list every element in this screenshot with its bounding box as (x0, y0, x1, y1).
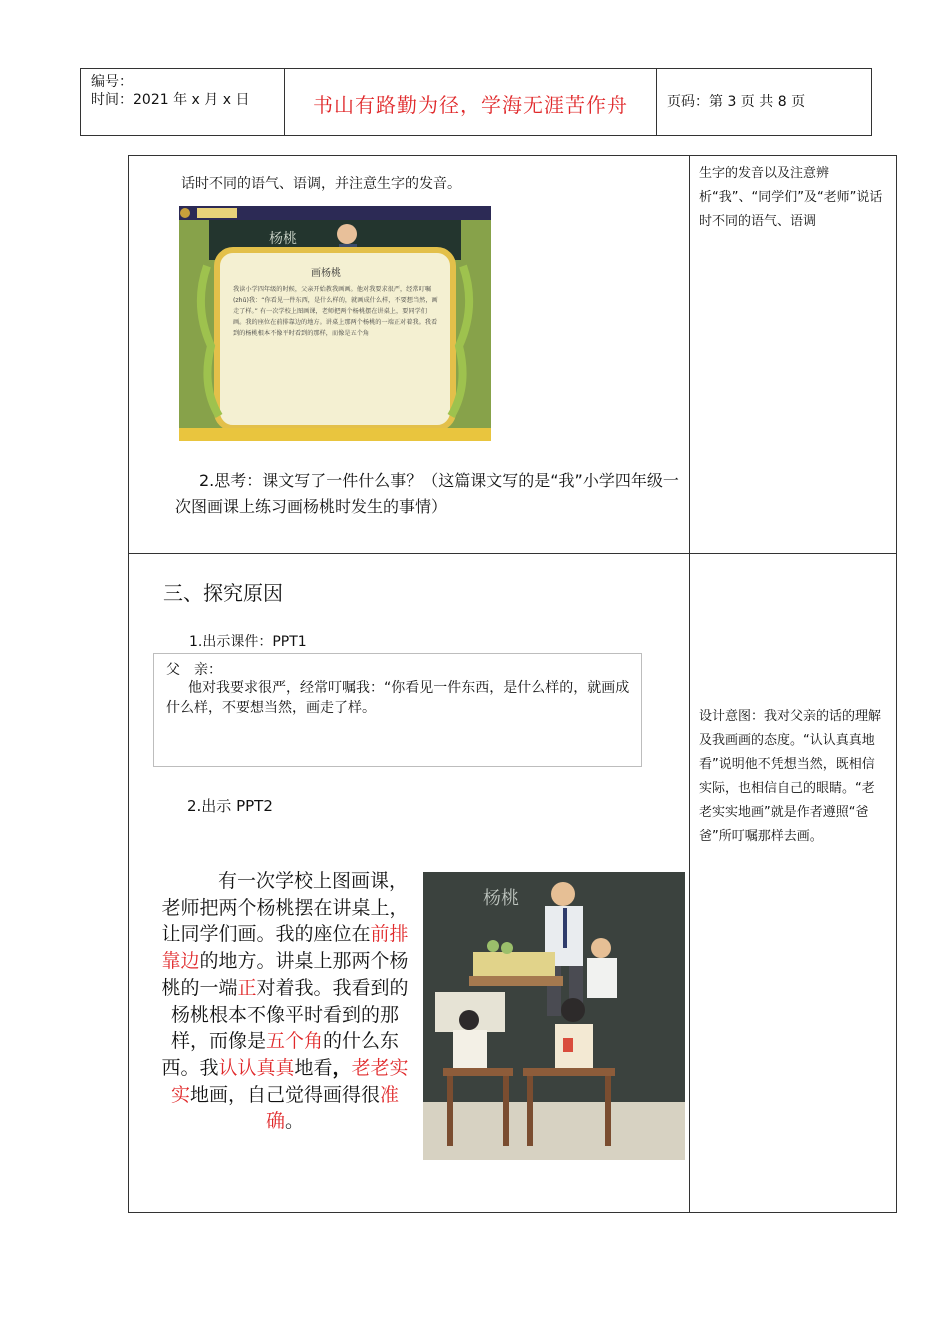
number-label: 编号： (91, 74, 133, 90)
lesson-table (128, 155, 897, 1213)
column-divider (689, 156, 690, 1212)
step2: 2.出示 PPT2 (187, 797, 273, 815)
page-info: 页码：第 3 页 共 8 页 (667, 94, 806, 110)
story-highlight-2: 正 (237, 976, 257, 999)
story-text-4: 的什么东西。我 (161, 1030, 400, 1079)
section-title: 三、探究原因 (163, 581, 283, 605)
story-comma: ， (332, 1056, 352, 1079)
story-text-7: 。 (285, 1110, 305, 1133)
textbook-slide-image (179, 206, 491, 441)
header-table (80, 68, 872, 136)
slide-body-text: 我读小学四年级的时候，父亲开始教我画画。他对我要求很严，经常叮嘱(zhǔ)我：“你看见一件东西，是什么样的，就画成什么样，不要想当然，画走了样。” 有一次学校上图画课，老师把两个杨桃摆在讲桌上，要同学们画。我的座位在前排靠边的地方。讲桌上那两个杨桃的一端正对着我。我看到的杨桃根本不像平时看到的那样，而像是五个角 (233, 286, 438, 337)
step1: 1.出示课件：PPT1 (189, 634, 307, 650)
classroom-illustration (423, 872, 685, 1160)
row1-question: 2.思考：课文写了一件什么事？（这篇课文写的是“我”小学四年级一次图画课上练习画杨桃时发生的事情） (175, 471, 679, 516)
row1-intro: 话时不同的语气、语调，并注意生字的发音。 (181, 176, 461, 192)
ppt1-speaker: 父 亲： (166, 662, 222, 678)
row2-side-note: 设计意图：我对父亲的话的理解及我画画的态度。“认认真真地看”说明他不凭想当然，既相信实际，也相信自己的眼睛。“老老实实地画”就是作者遵照“爸爸”所叮嘱那样去画。 (699, 709, 882, 844)
classroom-graphic (423, 872, 685, 1160)
story-highlight-6: 准确 (265, 1083, 400, 1133)
story-highlight-1: 前排靠边 (161, 923, 409, 973)
slide-title: 画杨桃 (311, 268, 341, 279)
story-highlight-3: 五个角 (265, 1030, 323, 1053)
ppt1-box (153, 653, 642, 767)
header-cell-meta (81, 69, 285, 135)
motto: 书山有路勤为径，学海无涯苦作舟 (313, 93, 628, 117)
row1-side-note: 生字的发音以及注意辨析“我”、“同学们”及“老师”说话时不同的语气、语调 (699, 166, 883, 229)
time-label: 时间：2021 年 x 月 x 日 (91, 92, 250, 108)
slide-board-text: 杨桃 (269, 231, 297, 247)
row-divider (129, 553, 896, 554)
story-text-6: 地画，自己觉得画得很 (189, 1083, 380, 1106)
header-cell-motto (285, 69, 657, 135)
illustration-board-text: 杨桃 (483, 888, 519, 909)
story-text-1: 有一次学校上图画课，老师把两个杨桃摆在讲桌上，让同学们画。我的座位在 (161, 870, 409, 946)
ppt2-story (155, 868, 415, 1135)
story-text-3: 对着我。我看到的杨桃根本不像平时看到的那样，而像是 (170, 976, 409, 1053)
slide-graphic (179, 206, 491, 441)
ppt1-quote: 他对我要求很严，经常叮嘱我：“你看见一件东西，是什么样的，就画成什么样，不要想当然，画走了样。 (166, 680, 630, 716)
story-highlight-5: 老老实实 (170, 1056, 409, 1106)
story-text-5: 地看 (294, 1056, 333, 1079)
header-cell-page (657, 69, 871, 135)
story-text-2: 的地方。讲桌上那两个杨桃的一端 (161, 950, 409, 999)
story-highlight-4: 认认真真 (218, 1056, 295, 1079)
